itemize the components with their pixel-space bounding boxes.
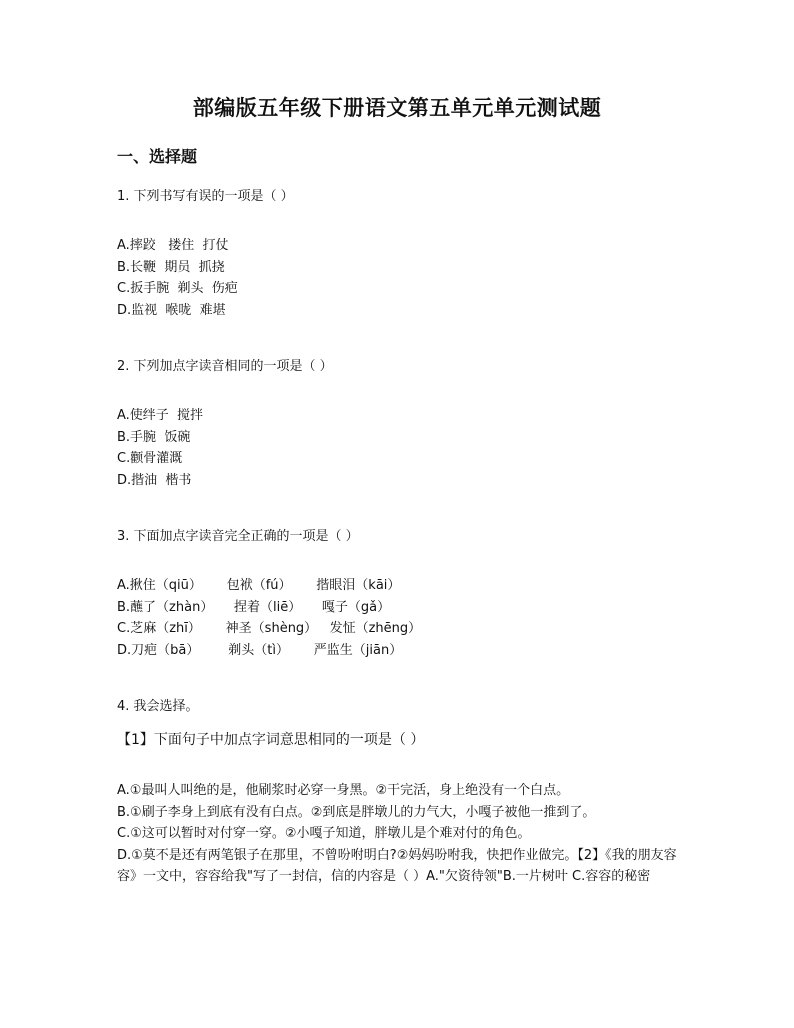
question-1-option-b: B.长鞭 期员 抓挠 bbox=[117, 259, 225, 275]
question-1-option-c: C.扳手腕 剃头 伤疤 bbox=[117, 281, 238, 296]
document-title: 部编版五年级下册语文第五单元单元测试题 bbox=[192, 95, 602, 120]
question-3-options bbox=[117, 575, 421, 661]
question-2-option-c: C.颧骨灌溉 bbox=[117, 451, 183, 466]
question-4-option-a: A.①最叫人叫绝的是，他刷浆时必穿一身黑。②干完活，身上绝没有一个白点。 bbox=[117, 783, 570, 798]
question-2-option-d: D.揩油 楷书 bbox=[117, 472, 192, 488]
question-3-option-d: D.刀疤（bā） 剃头（tì） 严监生（jiān） bbox=[117, 642, 403, 658]
question-3-stem: 3. 下面加点字读音完全正确的一项是（ ） bbox=[117, 529, 359, 544]
question-3-option-c: C.芝麻（zhī） 神圣（shèng） 发怔（zhēng） bbox=[117, 621, 422, 636]
section-heading: 一、选择题 bbox=[117, 147, 198, 166]
question-3-option-a: A.揪住（qiū） 包袱（fú） 揩眼泪（kāi） bbox=[117, 578, 401, 593]
question-3-option-b: B.蘸了（zhàn） 捏着（liē） 嘎子（gǎ） bbox=[117, 599, 391, 615]
question-2-options bbox=[117, 405, 203, 491]
question-2-option-a: A.使绊子 搅拌 bbox=[117, 408, 204, 423]
question-4-option-c: C.①这可以暂时对付穿一穿。②小嘎子知道，胖墩儿是个难对付的角色。 bbox=[117, 826, 531, 841]
question-4-options bbox=[117, 780, 677, 888]
question-1-option-d: D.监视 喉咙 难堪 bbox=[117, 302, 226, 318]
question-1-option-a: A.摔跤 搂住 打仗 bbox=[117, 238, 229, 253]
question-4-option-b: B.①刷子李身上到底有没有白点。②到底是胖墩儿的力气大，小嘎子被他一推到了。 bbox=[117, 804, 596, 820]
question-2-stem: 2. 下列加点字读音相同的一项是（ ） bbox=[117, 359, 333, 374]
question-1-options bbox=[117, 235, 238, 321]
question-2-option-b: B.手腕 饭碗 bbox=[117, 429, 191, 445]
question-4-subquestion-1: 【1】下面句子中加点字词意思相同的一项是（ ） bbox=[117, 732, 425, 748]
question-4-stem: 4. 我会选择。 bbox=[117, 699, 199, 714]
question-4-option-d: D.①莫不是还有两笔银子在那里，不曾吩咐明白?②妈妈吩咐我，快把作业做完。【2】《我的朋友容容》一文中，容容给我"写了一封信，信的内容是（ ）A."欠资待领"B.一片树叶 C.容容的秘密 bbox=[117, 847, 677, 884]
question-1-stem: 1. 下列书写有误的一项是（ ） bbox=[117, 189, 294, 204]
